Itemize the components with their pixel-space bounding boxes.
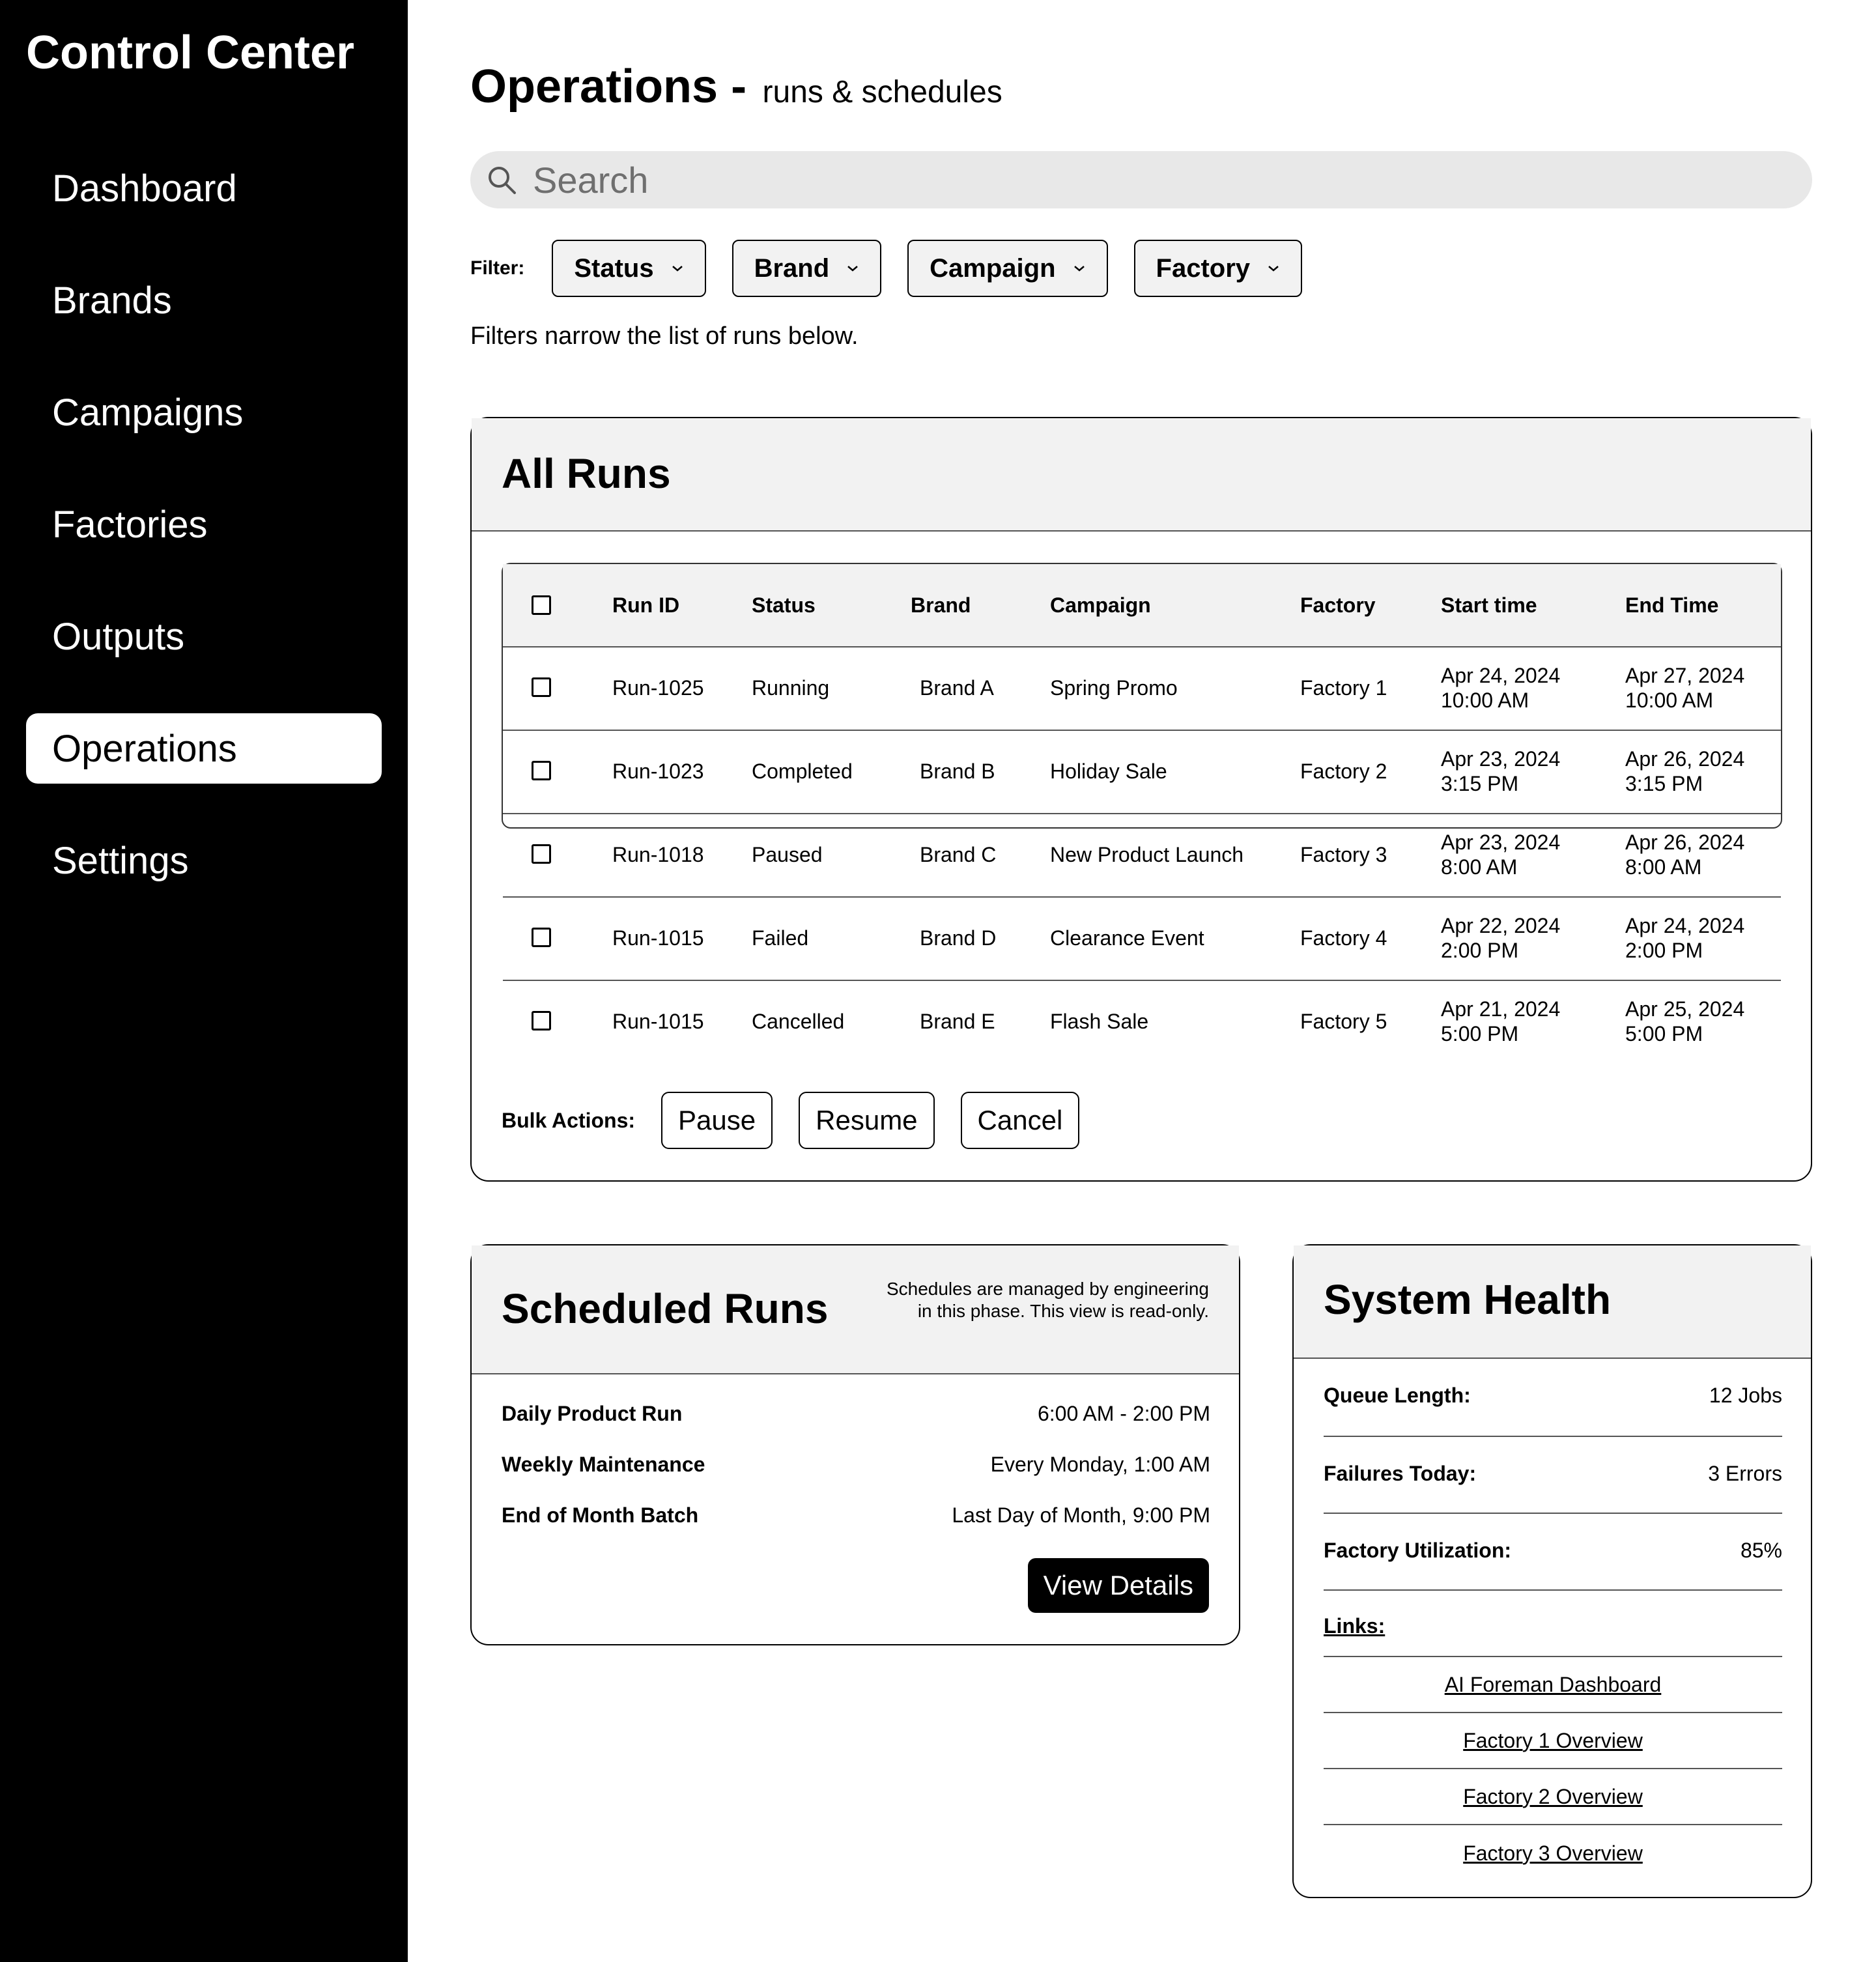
end-clock: 3:15 PM — [1625, 772, 1703, 795]
end-clock: 8:00 AM — [1625, 855, 1702, 879]
sidebar-item-operations[interactable]: Operations — [26, 713, 382, 784]
filter-factory-label: Factory — [1156, 253, 1251, 283]
filter-note: Filters narrow the list of runs below. — [470, 322, 859, 350]
run-id-cell: Run-1023 — [612, 760, 704, 783]
factory-2-overview-link[interactable]: Factory 2 Overview — [1463, 1784, 1643, 1808]
table-header-row — [503, 564, 1781, 647]
table-row[interactable] — [503, 980, 1781, 1063]
search-bar — [470, 151, 1812, 208]
links-label: Links: — [1324, 1614, 1386, 1638]
scheduled-runs-title: Scheduled Runs — [502, 1285, 829, 1332]
sidebar-item-brands[interactable]: Brands — [52, 279, 172, 322]
table-row[interactable] — [503, 813, 1781, 898]
brand-cell: Brand B — [920, 760, 995, 783]
system-health-card — [1292, 1244, 1812, 1898]
end-date: Apr 26, 2024 — [1625, 831, 1745, 854]
start-clock: 2:00 PM — [1441, 939, 1519, 962]
sidebar — [0, 0, 408, 1962]
factory-3-overview-link[interactable]: Factory 3 Overview — [1463, 1841, 1643, 1865]
bulk-actions — [502, 1092, 1105, 1149]
view-details-button[interactable]: View Details — [1028, 1558, 1209, 1613]
factory-cell: Factory 2 — [1300, 760, 1387, 783]
factory-1-overview-link[interactable]: Factory 1 Overview — [1463, 1728, 1643, 1752]
column-header-run-id[interactable]: Run ID — [612, 593, 680, 617]
start-time-cell — [1441, 980, 1560, 1063]
end-date: Apr 24, 2024 — [1625, 914, 1745, 937]
cancel-button[interactable]: Cancel — [961, 1092, 1080, 1149]
all-runs-card — [470, 417, 1812, 1182]
end-time-cell — [1625, 980, 1744, 1063]
link-item — [1324, 1657, 1782, 1713]
column-header-brand[interactable]: Brand — [911, 593, 971, 617]
health-metric-utilization — [1324, 1513, 1782, 1591]
brand-cell: Brand C — [920, 843, 997, 866]
end-clock: 2:00 PM — [1625, 939, 1703, 962]
schedule-name: Daily Product Run — [502, 1402, 683, 1425]
link-item — [1324, 1825, 1782, 1881]
chevron-down-icon — [671, 264, 684, 272]
filter-campaign-label: Campaign — [930, 253, 1056, 283]
campaign-cell: Spring Promo — [1050, 676, 1178, 700]
metric-value: 85% — [1740, 1539, 1782, 1562]
schedule-time: 6:00 AM - 2:00 PM — [1037, 1402, 1210, 1425]
chevron-down-icon — [846, 264, 859, 272]
start-time-cell — [1441, 896, 1560, 980]
table-row[interactable] — [503, 896, 1781, 981]
status-cell: Running — [752, 676, 830, 700]
scheduled-runs-note: Schedules are managed by engineering in this phase. This view is read-only. — [886, 1279, 1209, 1321]
status-cell: Completed — [752, 760, 853, 783]
metric-label: Factory Utilization: — [1324, 1539, 1512, 1562]
filter-label: Filter: — [470, 257, 525, 279]
run-id-cell: Run-1018 — [612, 843, 704, 866]
resume-button[interactable]: Resume — [799, 1092, 934, 1149]
filter-status-label: Status — [574, 253, 654, 283]
scheduled-runs-header — [472, 1245, 1239, 1374]
sidebar-item-campaigns[interactable]: Campaigns — [52, 391, 244, 434]
brand-cell: Brand A — [920, 676, 994, 700]
filter-brand-label: Brand — [754, 253, 830, 283]
page-title: Operations - — [470, 61, 747, 113]
sidebar-item-outputs[interactable]: Outputs — [52, 615, 185, 658]
brand-cell: Brand D — [920, 926, 997, 950]
brand-cell: Brand E — [920, 1010, 995, 1033]
schedule-name: End of Month Batch — [502, 1503, 699, 1527]
schedule-time: Every Monday, 1:00 AM — [990, 1453, 1210, 1476]
row-checkbox[interactable] — [532, 677, 551, 697]
filter-campaign-dropdown[interactable] — [907, 240, 1107, 297]
end-time-cell — [1625, 730, 1744, 813]
column-header-start-time[interactable]: Start time — [1441, 593, 1537, 617]
all-runs-title: All Runs — [502, 450, 671, 497]
start-date: Apr 23, 2024 — [1441, 747, 1561, 771]
scheduled-runs-card — [470, 1244, 1240, 1645]
runs-table — [502, 563, 1782, 1045]
factory-cell: Factory 1 — [1300, 676, 1387, 700]
row-checkbox[interactable] — [532, 844, 551, 864]
start-time-cell — [1441, 813, 1560, 896]
run-id-cell: Run-1015 — [612, 1010, 704, 1033]
start-date: Apr 21, 2024 — [1441, 997, 1561, 1021]
sidebar-item-settings[interactable]: Settings — [52, 839, 189, 882]
health-metric-queue — [1324, 1358, 1782, 1437]
system-health-title: System Health — [1324, 1276, 1612, 1323]
run-id-cell: Run-1015 — [612, 926, 704, 950]
schedule-item — [502, 1453, 1210, 1479]
bulk-actions-label: Bulk Actions: — [502, 1108, 636, 1132]
start-clock: 5:00 PM — [1441, 1022, 1519, 1045]
table-row[interactable] — [503, 646, 1781, 731]
end-time-cell — [1625, 813, 1744, 896]
search-icon — [486, 164, 517, 195]
column-header-campaign[interactable]: Campaign — [1050, 593, 1151, 617]
end-time-cell — [1625, 896, 1744, 980]
start-date: Apr 22, 2024 — [1441, 914, 1561, 937]
row-checkbox[interactable] — [532, 761, 551, 780]
link-item — [1324, 1713, 1782, 1769]
factory-cell: Factory 4 — [1300, 926, 1387, 950]
column-header-status[interactable]: Status — [752, 593, 816, 617]
sidebar-item-dashboard[interactable]: Dashboard — [52, 167, 237, 210]
app-title: Control Center — [26, 27, 354, 79]
schedule-name: Weekly Maintenance — [502, 1453, 705, 1476]
end-date: Apr 27, 2024 — [1625, 664, 1745, 687]
status-cell: Paused — [752, 843, 823, 866]
schedule-item — [502, 1503, 1210, 1529]
link-item — [1324, 1769, 1782, 1825]
run-id-cell: Run-1025 — [612, 676, 704, 700]
campaign-cell: Clearance Event — [1050, 926, 1204, 950]
end-time-cell — [1625, 646, 1744, 730]
select-all-checkbox[interactable] — [532, 595, 551, 615]
metric-label: Failures Today: — [1324, 1462, 1477, 1485]
health-metric-failures — [1324, 1436, 1782, 1514]
page-subtitle: runs & schedules — [762, 75, 1002, 109]
filter-status-dropdown[interactable] — [552, 240, 705, 297]
column-header-end-time[interactable]: End Time — [1625, 593, 1719, 617]
system-health-header — [1294, 1245, 1811, 1359]
sidebar-item-factories[interactable]: Factories — [52, 503, 208, 546]
table-row[interactable] — [503, 730, 1781, 814]
schedule-item — [502, 1402, 1210, 1428]
metric-label: Queue Length: — [1324, 1384, 1471, 1407]
campaign-cell: Holiday Sale — [1050, 760, 1167, 783]
links-header — [1324, 1589, 1782, 1657]
schedule-time: Last Day of Month, 9:00 PM — [952, 1503, 1210, 1527]
page-header — [470, 60, 1002, 113]
ai-foreman-dashboard-link[interactable]: AI Foreman Dashboard — [1444, 1672, 1662, 1696]
end-clock: 10:00 AM — [1625, 689, 1714, 712]
start-clock: 3:15 PM — [1441, 772, 1519, 795]
start-clock: 8:00 AM — [1441, 855, 1518, 879]
chevron-down-icon — [1267, 264, 1280, 272]
start-date: Apr 23, 2024 — [1441, 831, 1561, 854]
metric-value: 12 Jobs — [1709, 1384, 1782, 1407]
filter-brand-dropdown[interactable] — [732, 240, 882, 297]
filter-bar — [470, 240, 1328, 297]
metric-value: 3 Errors — [1708, 1462, 1782, 1485]
status-cell: Cancelled — [752, 1010, 845, 1033]
factory-cell: Factory 5 — [1300, 1010, 1387, 1033]
start-clock: 10:00 AM — [1441, 689, 1529, 712]
factory-cell: Factory 3 — [1300, 843, 1387, 866]
end-clock: 5:00 PM — [1625, 1022, 1703, 1045]
campaign-cell: Flash Sale — [1050, 1010, 1149, 1033]
sidebar-nav — [26, 153, 382, 937]
row-checkbox[interactable] — [532, 1011, 551, 1031]
filter-factory-dropdown[interactable] — [1134, 240, 1303, 297]
row-checkbox[interactable] — [532, 928, 551, 947]
all-runs-header — [472, 418, 1811, 532]
end-date: Apr 25, 2024 — [1625, 997, 1745, 1021]
chevron-down-icon — [1073, 264, 1086, 272]
search-input[interactable] — [533, 151, 1770, 208]
start-time-cell — [1441, 646, 1560, 730]
end-date: Apr 26, 2024 — [1625, 747, 1745, 771]
pause-button[interactable]: Pause — [661, 1092, 773, 1149]
column-header-factory[interactable]: Factory — [1300, 593, 1376, 617]
start-time-cell — [1441, 730, 1560, 813]
status-cell: Failed — [752, 926, 809, 950]
start-date: Apr 24, 2024 — [1441, 664, 1561, 687]
campaign-cell: New Product Launch — [1050, 843, 1244, 866]
